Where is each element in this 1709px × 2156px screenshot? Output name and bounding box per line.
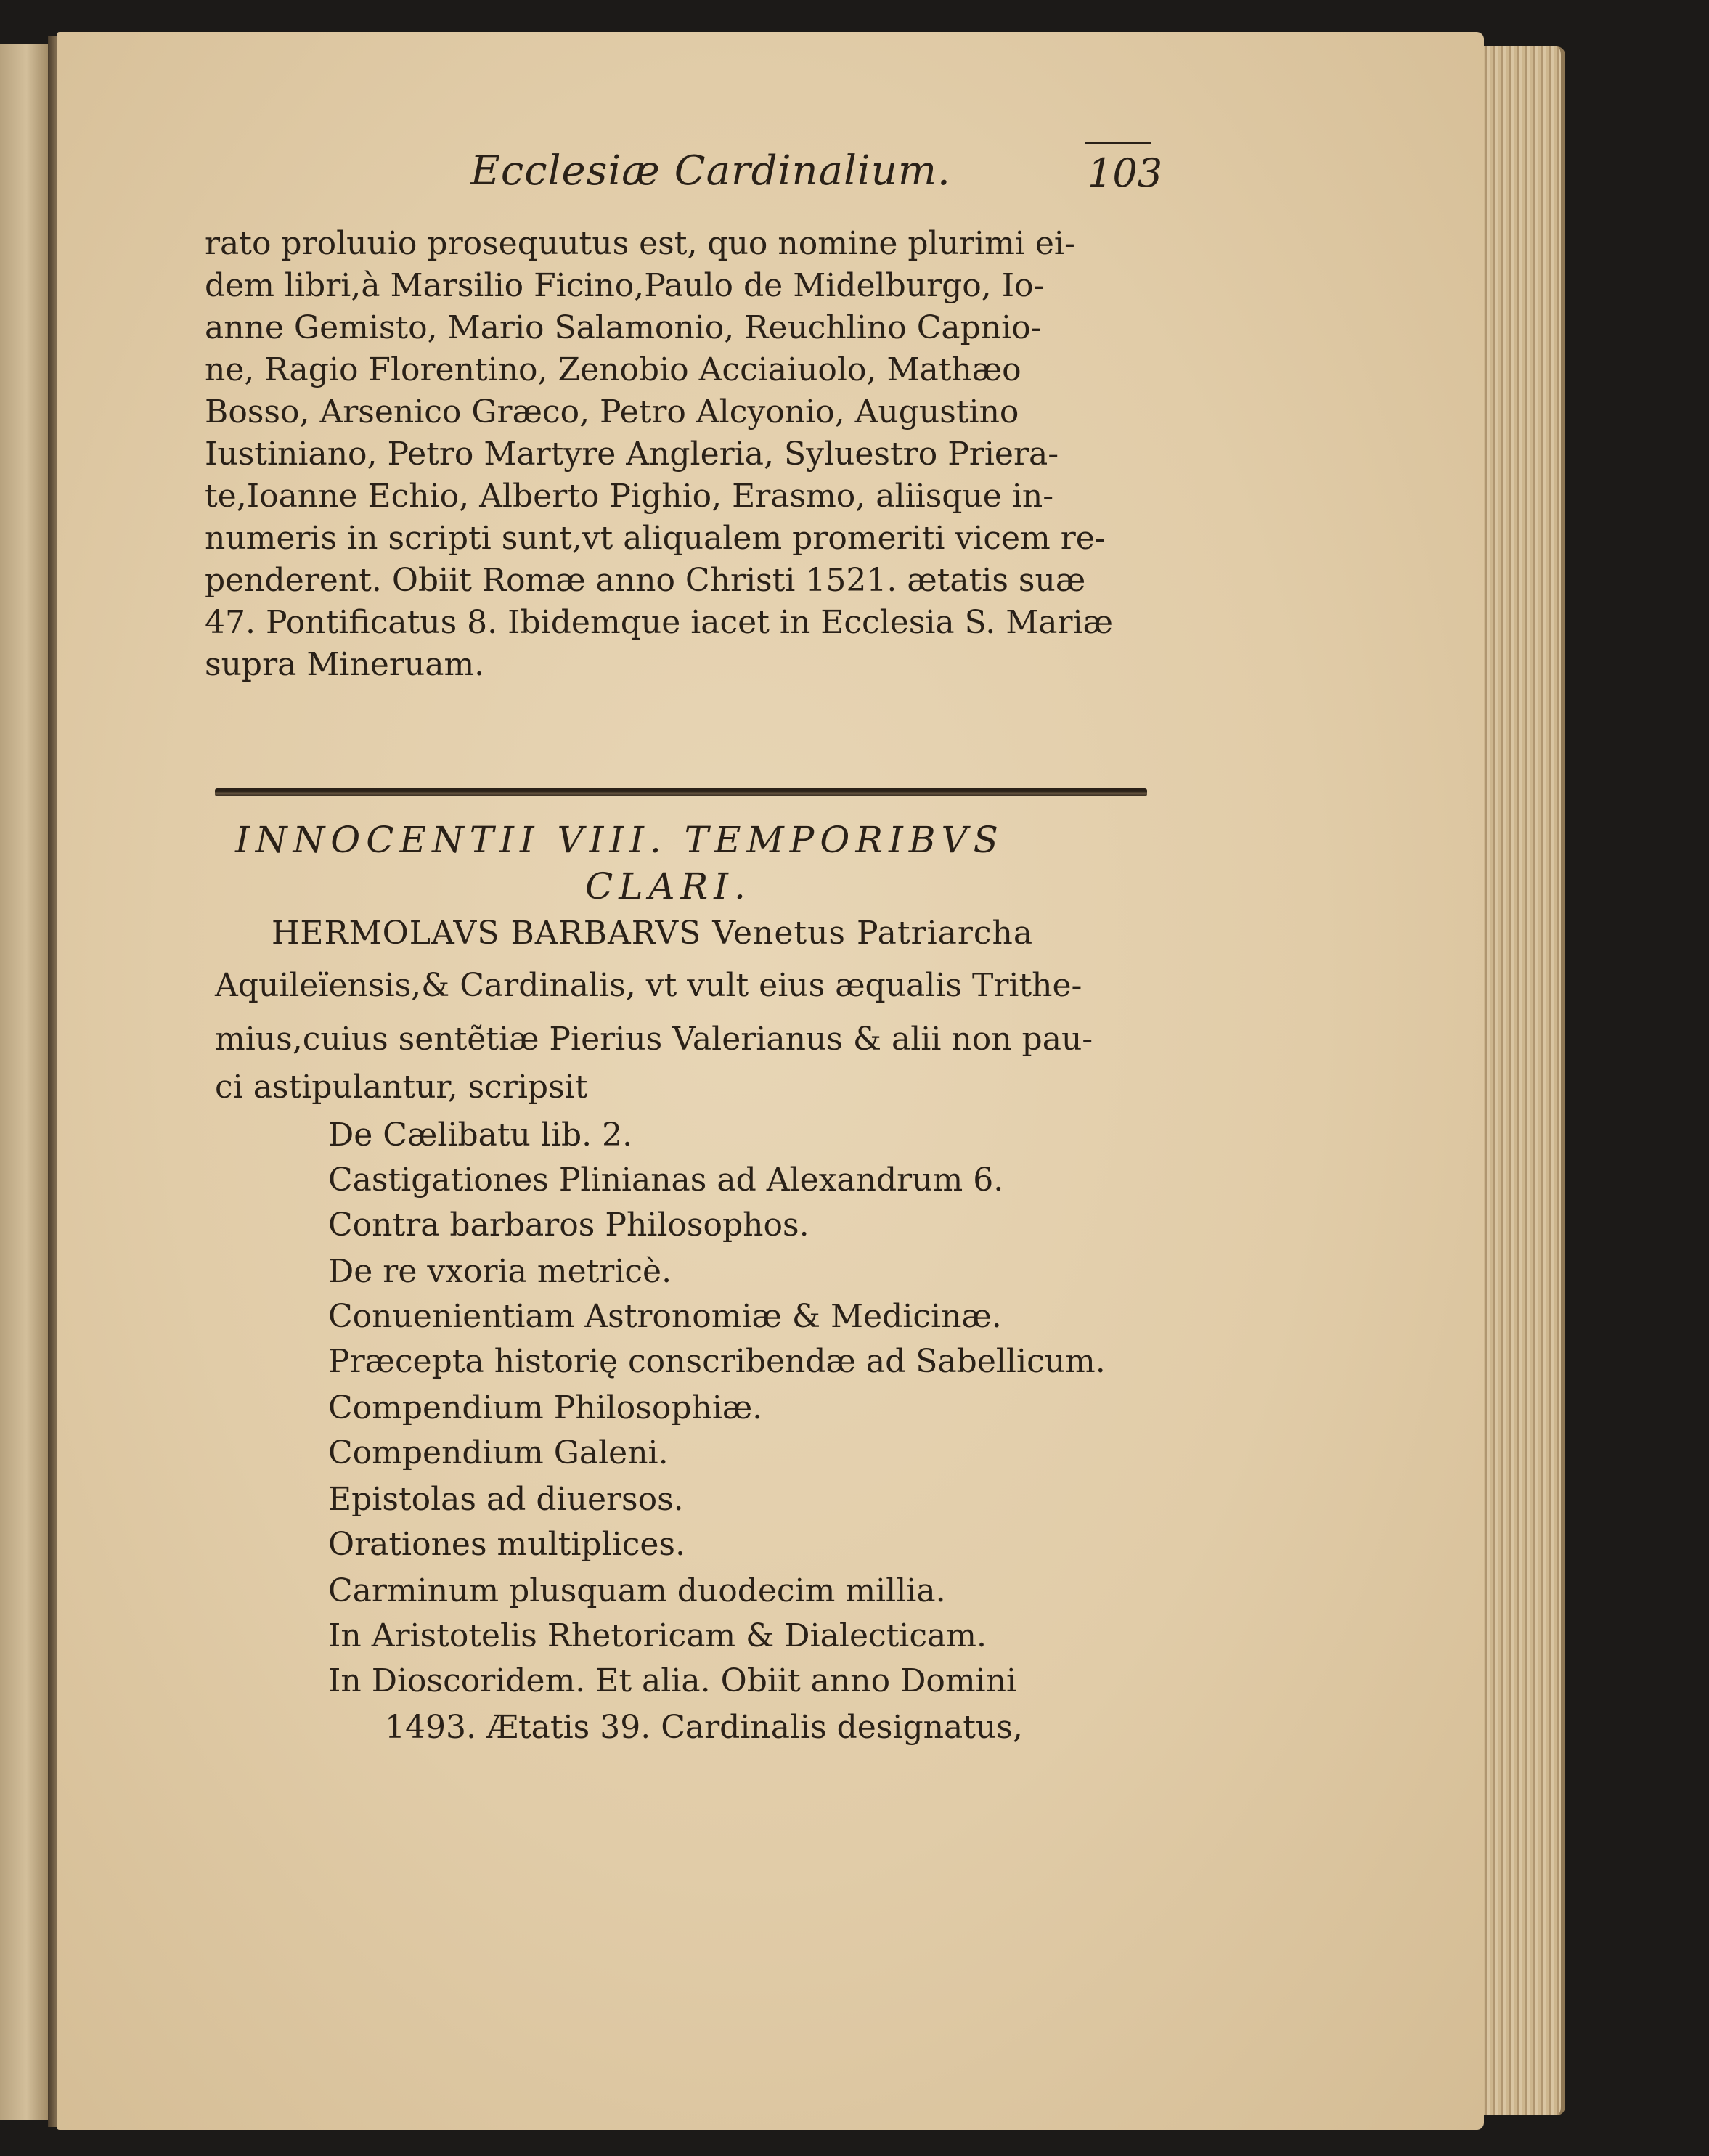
entry-line: mius,cuius sentẽtiæ Pierius Valerianus & alii non pau- [215,1021,1093,1058]
work-title: Epistolas ad diuersos. [328,1481,684,1518]
paragraph-line: numeris in scripti sunt,vt aliqualem promeriti vicem re- [205,520,1106,557]
work-title: Compendium Galeni. [328,1434,669,1471]
work-title: De re vxoria metricè. [328,1253,672,1290]
paragraph-line: te,Ioanne Echio, Alberto Pighio, Erasmo, aliisque in- [205,478,1054,515]
facing-page-edge [0,44,51,2120]
paragraph-line: dem libri,à Marsilio Ficino,Paulo de Midelburgo, Io- [205,267,1045,304]
closing-line: 1493. Ætatis 39. Cardinalis designatus, [385,1709,1023,1746]
paragraph-line: Bosso, Arsenico Græco, Petro Alcyonio, Augustino [205,393,1019,430]
work-title: Præcepta historię conscribendæ ad Sabellicum. [328,1343,1106,1380]
page-number: 103 [1088,150,1163,196]
entry-line: HERMOLAVS BARBARVS Venetus Patriarcha [272,915,1034,952]
paragraph-line: 47. Pontificatus 8. Ibidemque iacet in Ecclesia S. Mariæ [205,604,1113,641]
paragraph-line: anne Gemisto, Mario Salamonio, Reuchlino Capnio- [205,309,1042,346]
page-number-rule [1085,142,1151,144]
running-head-title: Ecclesiæ Cardinalium. [470,147,951,195]
section-divider [215,788,1147,796]
page-block-edges [1474,46,1565,2115]
paragraph-line: Iustiniano, Petro Martyre Angleria, Syluestro Priera- [205,436,1059,473]
paragraph-line: rato proluuio prosequutus est, quo nomine plurimi ei- [205,225,1075,262]
paragraph-line: ne, Ragio Florentino, Zenobio Acciaiuolo, Mathæo [205,351,1021,388]
section-heading-continued: CLARI. [585,865,751,907]
work-title: In Dioscoridem. Et alia. Obiit anno Domini [328,1662,1017,1699]
work-title: Conuenientiam Astronomiæ & Medicinæ. [328,1298,1002,1335]
work-title: De Cælibatu lib. 2. [328,1116,633,1153]
work-title: In Aristotelis Rhetoricam & Dialecticam. [328,1617,987,1654]
work-title: Compendium Philosophiæ. [328,1389,763,1426]
work-title: Castigationes Plinianas ad Alexandrum 6. [328,1161,1004,1199]
work-title: Carminum plusquam duodecim millia. [328,1572,946,1609]
work-title: Contra barbaros Philosophos. [328,1206,809,1244]
paragraph-line: penderent. Obiit Romæ anno Christi 1521. ætatis suæ [205,562,1086,599]
section-heading: INNOCENTII VIII. TEMPORIBVS [235,819,1004,861]
work-title: Orationes multiplices. [328,1526,685,1563]
paragraph-line: supra Mineruam. [205,646,485,683]
entry-line: Aquileïensis,& Cardinalis, vt vult eius æqualis Trithe- [215,967,1082,1004]
entry-line: ci astipulantur, scripsit [215,1069,588,1106]
